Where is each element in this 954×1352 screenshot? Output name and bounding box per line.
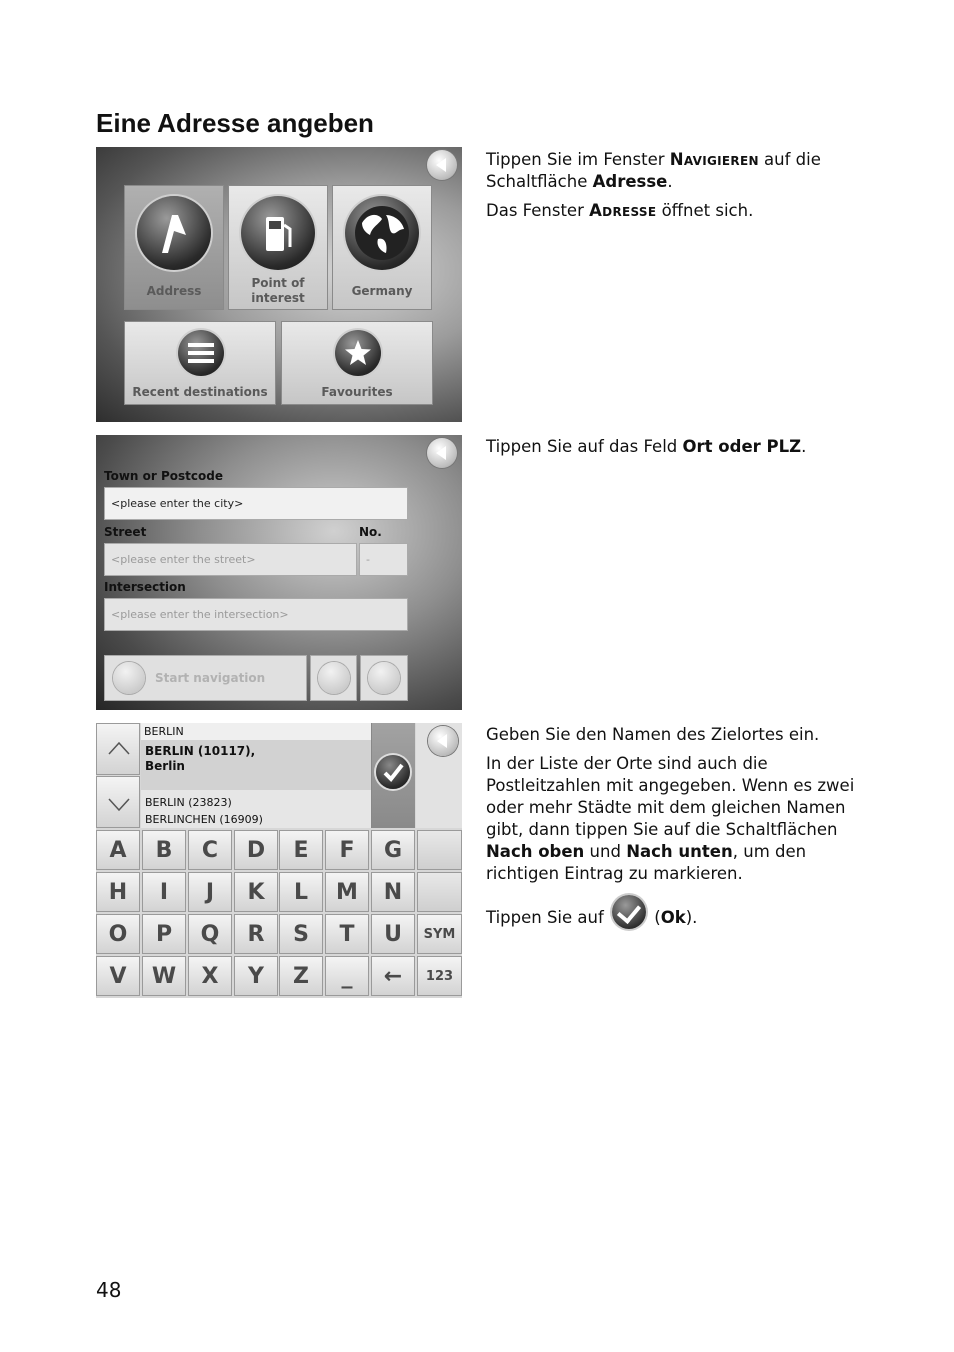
key[interactable]: I bbox=[142, 872, 186, 912]
tile-address[interactable] bbox=[124, 185, 224, 310]
key-underscore[interactable]: _ bbox=[325, 956, 369, 996]
instruction-block-2 bbox=[486, 436, 886, 465]
tile-favourites[interactable] bbox=[281, 321, 433, 405]
key[interactable]: X bbox=[188, 956, 232, 996]
key-123[interactable]: 123 bbox=[417, 956, 462, 996]
number-label: No. bbox=[359, 525, 382, 539]
key[interactable]: L bbox=[279, 872, 323, 912]
screenshot-navigate-menu bbox=[96, 147, 462, 422]
tile-label: Point of interest bbox=[251, 276, 305, 305]
key[interactable]: P bbox=[142, 914, 186, 954]
field-name: Ort oder PLZ bbox=[682, 437, 802, 456]
instruction-block-1 bbox=[486, 149, 886, 229]
scroll-up-button[interactable] bbox=[96, 723, 140, 775]
show-map-button[interactable] bbox=[310, 655, 357, 701]
key[interactable]: O bbox=[96, 914, 140, 954]
key[interactable]: A bbox=[96, 830, 140, 870]
star-icon bbox=[335, 330, 381, 376]
key-sym[interactable]: SYM bbox=[417, 914, 462, 954]
checkmark-icon bbox=[376, 755, 410, 789]
globe-icon bbox=[345, 196, 419, 270]
key[interactable]: M bbox=[325, 872, 369, 912]
key[interactable]: D bbox=[234, 830, 278, 870]
button-name: Adresse bbox=[592, 172, 668, 191]
street-input[interactable]: <please enter the street> bbox=[104, 543, 357, 576]
key[interactable]: B bbox=[142, 830, 186, 870]
key[interactable]: R bbox=[234, 914, 278, 954]
text: und bbox=[584, 842, 627, 861]
key[interactable]: U bbox=[371, 914, 415, 954]
intersection-input[interactable]: <please enter the intersection> bbox=[104, 598, 408, 631]
text: ). bbox=[685, 908, 698, 927]
screenshot-address-window bbox=[96, 435, 462, 710]
button-name: Nach unten bbox=[626, 842, 733, 861]
key[interactable]: T bbox=[325, 914, 369, 954]
text: Tippen Sie auf bbox=[486, 908, 610, 927]
ok-button[interactable] bbox=[371, 723, 415, 828]
tile-label: Address bbox=[146, 284, 202, 298]
keyboard bbox=[96, 828, 462, 998]
key[interactable]: Z bbox=[279, 956, 323, 996]
tile-label: Favourites bbox=[321, 385, 393, 399]
navigation-icon bbox=[113, 662, 145, 694]
key[interactable]: E bbox=[279, 830, 323, 870]
back-icon[interactable] bbox=[427, 150, 457, 180]
key[interactable]: W bbox=[142, 956, 186, 996]
text: , um den richtigen Eintrag zu markieren. bbox=[486, 842, 807, 883]
paragraph bbox=[486, 753, 876, 885]
screenshot-city-keyboard bbox=[96, 723, 462, 998]
tile-label: Recent destinations bbox=[132, 385, 268, 399]
text: . bbox=[667, 172, 673, 191]
paragraph: Geben Sie den Namen des Zielortes ein. bbox=[486, 725, 820, 744]
save-icon bbox=[368, 662, 400, 694]
key-blank bbox=[417, 872, 462, 912]
selected-result-line2: Berlin bbox=[145, 759, 185, 773]
page-title: Eine Adresse angeben bbox=[96, 108, 374, 138]
text: ( bbox=[649, 908, 661, 927]
intersection-label: Intersection bbox=[104, 580, 186, 594]
key[interactable]: N bbox=[371, 872, 415, 912]
backspace-key[interactable]: ← bbox=[371, 956, 415, 996]
paragraph bbox=[486, 200, 886, 222]
tile-germany[interactable] bbox=[332, 185, 432, 310]
text: Tippen Sie im Fenster bbox=[486, 150, 670, 169]
back-icon[interactable] bbox=[427, 438, 457, 468]
paragraph bbox=[486, 149, 886, 193]
start-navigation-label: Start navigation bbox=[155, 671, 266, 685]
button-name: Nach oben bbox=[486, 842, 585, 861]
key[interactable]: H bbox=[96, 872, 140, 912]
paragraph bbox=[486, 436, 886, 458]
street-label: Street bbox=[104, 525, 147, 539]
result-item[interactable]: BERLINCHEN (16909) bbox=[145, 813, 263, 826]
text: öffnet sich. bbox=[656, 201, 754, 220]
text: auf die Schaltfläche bbox=[486, 150, 821, 191]
arrow-up-icon bbox=[97, 724, 141, 776]
text: Tippen Sie auf das Feld bbox=[486, 437, 683, 456]
back-panel bbox=[416, 723, 462, 828]
tile-recent-destinations[interactable] bbox=[124, 321, 276, 405]
page-number: 48 bbox=[96, 1278, 122, 1302]
paragraph bbox=[486, 895, 876, 929]
text: Das Fenster bbox=[486, 201, 590, 220]
button-name: Ok bbox=[660, 908, 686, 927]
start-navigation-button[interactable] bbox=[104, 655, 307, 701]
selected-result-line1: BERLIN (10117), bbox=[145, 744, 256, 758]
fuel-pump-icon bbox=[241, 196, 315, 270]
scroll-down-button[interactable] bbox=[96, 776, 140, 828]
instruction-block-3 bbox=[486, 724, 876, 936]
results-list bbox=[141, 723, 371, 828]
window-name: Navigieren bbox=[669, 150, 759, 169]
town-label: Town or Postcode bbox=[104, 469, 223, 483]
checkmark-icon bbox=[612, 895, 646, 929]
key-blank bbox=[417, 830, 462, 870]
key[interactable]: J bbox=[188, 872, 232, 912]
back-icon[interactable] bbox=[428, 726, 458, 756]
map-icon bbox=[318, 662, 350, 694]
result-item[interactable]: BERLIN (23823) bbox=[145, 796, 232, 809]
town-input[interactable]: <please enter the city> bbox=[104, 487, 408, 520]
flag-icon bbox=[137, 196, 211, 270]
key[interactable]: K bbox=[234, 872, 278, 912]
key[interactable]: G bbox=[371, 830, 415, 870]
tile-point-of-interest[interactable] bbox=[228, 185, 328, 310]
list-icon bbox=[178, 330, 224, 376]
tile-label: Germany bbox=[351, 284, 413, 298]
arrow-down-icon bbox=[97, 777, 141, 829]
key[interactable]: V bbox=[96, 956, 140, 996]
city-input[interactable]: BERLIN bbox=[141, 723, 371, 740]
text: In der Liste der Orte sind auch die Postleitzahlen mit angegeben. Wenn es zwei oder mehr Städte mit dem gleichen Namen gibt, dann tippen Sie auf die Schaltflächen bbox=[486, 754, 855, 839]
key[interactable]: Q bbox=[188, 914, 232, 954]
key[interactable]: Y bbox=[234, 956, 278, 996]
selected-result[interactable] bbox=[141, 740, 371, 790]
number-input[interactable]: - bbox=[359, 543, 408, 576]
save-button[interactable] bbox=[360, 655, 408, 701]
key[interactable]: C bbox=[188, 830, 232, 870]
key[interactable]: S bbox=[279, 914, 323, 954]
window-name: Adresse bbox=[589, 201, 657, 220]
text: . bbox=[801, 437, 807, 456]
key[interactable]: F bbox=[325, 830, 369, 870]
